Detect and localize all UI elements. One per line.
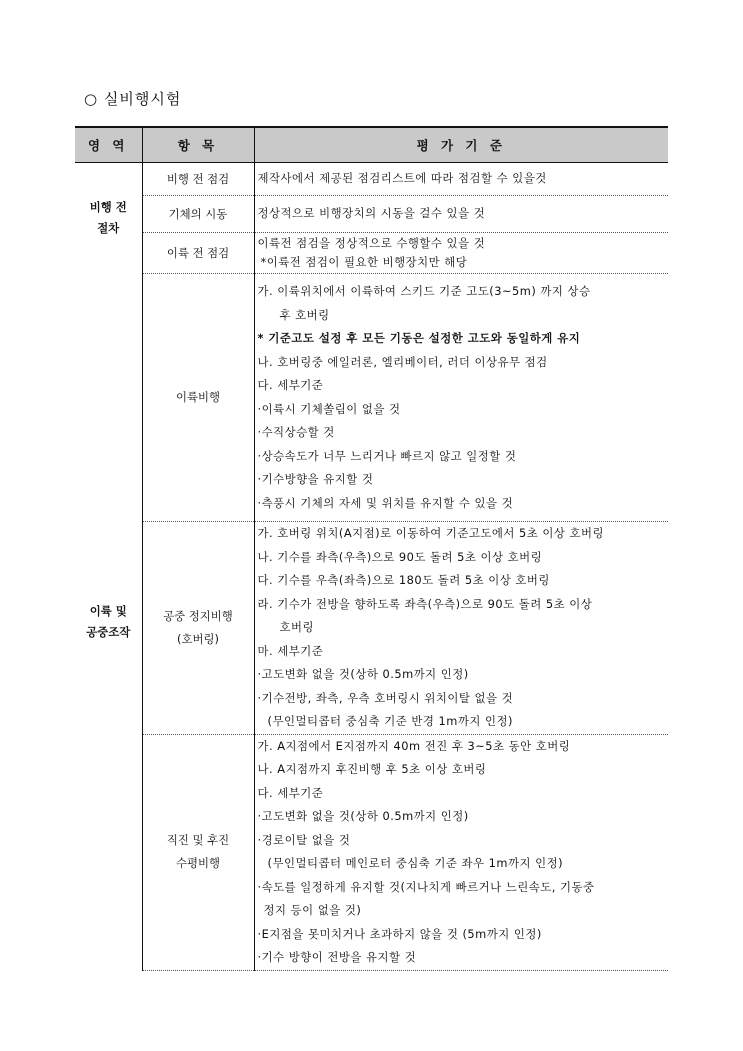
criteria-cell: 이륙전 점검을 정상적으로 수행할수 있을 것 *이륙전 점검이 필요한 비행장치만 해당 bbox=[254, 233, 668, 274]
item-cell: 비행 전 점검 bbox=[142, 163, 254, 196]
item-cell: 기체의 시동 bbox=[142, 196, 254, 233]
item-cell: 이륙비행 bbox=[142, 274, 254, 522]
section-heading: ○ 실비행시험 bbox=[84, 90, 182, 108]
header-criteria: 평 가 기 준 bbox=[254, 127, 668, 163]
criteria-cell: 제작사에서 제공된 점검리스트에 따라 점검할 수 있을것 bbox=[254, 163, 668, 196]
table-row bbox=[75, 233, 668, 274]
item-cell: 직진 및 후진 수평비행 bbox=[142, 734, 254, 970]
item-cell: 공중 정지비행 (호버링) bbox=[142, 522, 254, 735]
criteria-cell: 정상적으로 비행장치의 시동을 걸수 있을 것 bbox=[254, 196, 668, 233]
evaluation-table bbox=[75, 126, 668, 971]
table-row bbox=[75, 196, 668, 233]
criteria-cell: 가. 호버링 위치(A지점)로 이동하여 기준고도에서 5초 이상 호버링 나. 기수를 좌측(우측)으로 90도 돌려 5초 이상 호버링 다. 기수를 우측(좌측)으로 180도 돌려 5초 이상 호버링 라. 기수가 전방을 향하도록 좌측(우측)으로 90도 돌려 5초 이상 호버링 마. 세부기준 ·고도변화 없을 것(상하 0.5m까지 인정) ·기수전방, 좌측, 우측 호버링시 위치이탈 없을 것 (무인멀티콥터 중심축 기준 반경 1m까지 인정) bbox=[254, 522, 668, 735]
table-row bbox=[75, 734, 668, 970]
header-item: 항 목 bbox=[142, 127, 254, 163]
category-cell: 이륙 및 공중조작 bbox=[75, 274, 142, 971]
criteria-cell: 가. A지점에서 E지점까지 40m 전진 후 3~5초 동안 호버링 나. A지점까지 후진비행 후 5초 이상 호버링 다. 세부기준 ·고도변화 없을 것(상하 0.5m까지 인정) ·경로이탈 없을 것 (무인멀티콥터 메인로터 중심축 기준 좌우 1m까지 인정) ·속도를 일정하게 유지할 것(지나치게 빠르거나 느린속도, 기동중 정지 등이 없을 것) ·E지점을 못미치거나 초과하지 않을 것 (5m까지 인정) ·기수 방향이 전방을 유지할 것 bbox=[254, 734, 668, 970]
criteria-cell: 가. 이륙위치에서 이륙하여 스키드 기준 고도(3~5m) 까지 상승 후 호버링 * 기준고도 설정 후 모든 기동은 설정한 고도와 동일하게 유지 나. 호버링중 에일러론, 엘리베이터, 러더 이상유무 점검 다. 세부기준 ·이륙시 기체쏠림이 없을 것 ·수직상승할 것 ·상승속도가 너무 느리거나 빠르지 않고 일정할 것 ·기수방향을 유지할 것 ·측풍시 기체의 자세 및 위치를 유지할 수 있을 것 bbox=[254, 274, 668, 522]
table-row bbox=[75, 522, 668, 735]
table-header-row bbox=[75, 127, 668, 163]
category-cell: 비행 전 절차 bbox=[75, 163, 142, 274]
header-area: 영 역 bbox=[75, 127, 142, 163]
table-row bbox=[75, 274, 668, 522]
item-cell: 이륙 전 점검 bbox=[142, 233, 254, 274]
table-row bbox=[75, 163, 668, 196]
